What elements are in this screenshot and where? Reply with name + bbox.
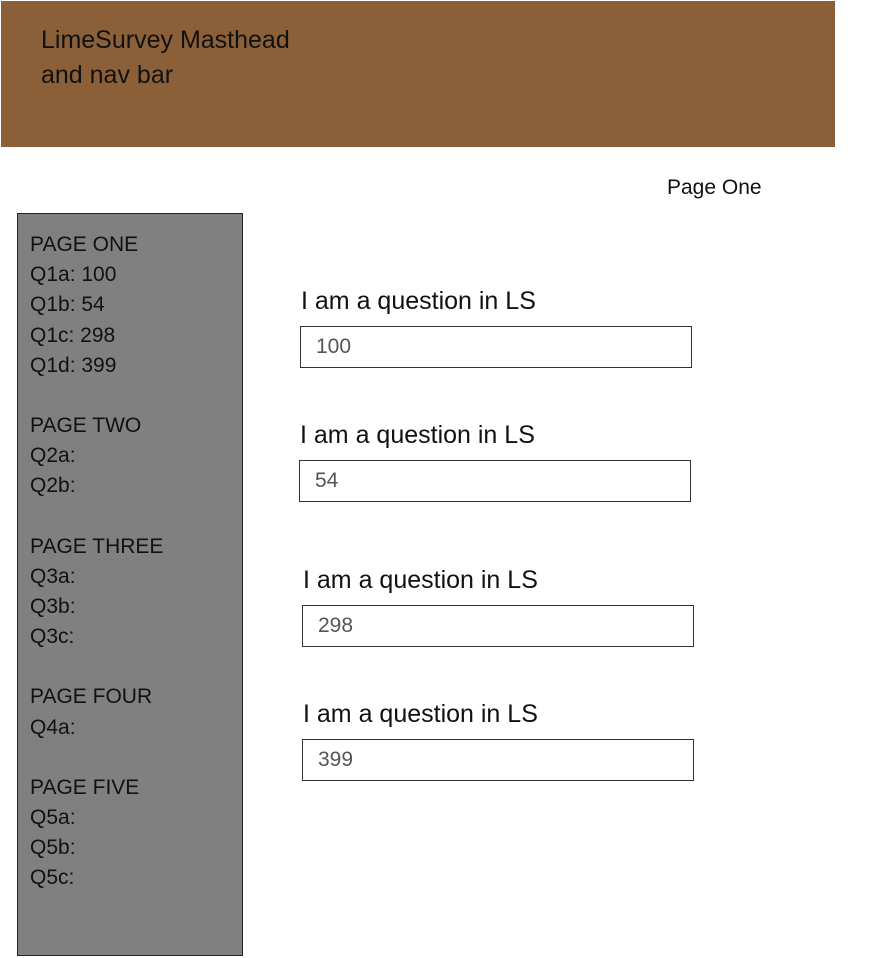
- answer-input-q1c[interactable]: [302, 605, 694, 647]
- page-title: Page One: [667, 176, 762, 199]
- sidebar-section-page-four: [30, 682, 242, 742]
- answer-input-q1b[interactable]: [299, 460, 691, 502]
- sidebar-item-q5c[interactable]: Q5c:: [30, 866, 75, 890]
- question-label: I am a question in LS: [301, 287, 536, 315]
- answer-input-q1d[interactable]: [302, 739, 694, 781]
- sidebar-section-page-five: [30, 773, 242, 894]
- question-block: [302, 565, 702, 647]
- sidebar-question-index: [17, 213, 243, 956]
- sidebar-page-heading[interactable]: PAGE FOUR: [30, 685, 153, 709]
- question-block: [300, 286, 700, 368]
- sidebar-item-q4a[interactable]: Q4a:: [30, 715, 76, 739]
- sidebar-section-page-three: [30, 532, 242, 653]
- sidebar-item-q2a[interactable]: Q2a:: [30, 444, 76, 468]
- question-block: [299, 420, 699, 502]
- sidebar-page-heading[interactable]: PAGE ONE: [30, 233, 139, 256]
- question-label: I am a question in LS: [303, 700, 538, 728]
- question-label: I am a question in LS: [303, 566, 538, 594]
- sidebar-item-q5b[interactable]: Q5b:: [30, 836, 76, 860]
- sidebar-page-heading[interactable]: PAGE THREE: [30, 534, 164, 558]
- sidebar-item-q1c[interactable]: Q1c: 298: [30, 323, 116, 347]
- sidebar-section-page-two: [30, 411, 242, 502]
- sidebar-item-q1b[interactable]: Q1b: 54: [30, 293, 105, 317]
- sidebar-item-q3b[interactable]: Q3b:: [30, 595, 76, 619]
- sidebar-item-q5a[interactable]: Q5a:: [30, 806, 76, 830]
- sidebar-item-q3c[interactable]: Q3c:: [30, 625, 75, 649]
- sidebar-section-page-one: [30, 230, 242, 381]
- question-label: I am a question in LS: [300, 421, 535, 449]
- sidebar-page-heading[interactable]: PAGE TWO: [30, 414, 142, 438]
- sidebar-item-q3a[interactable]: Q3a:: [30, 564, 76, 588]
- masthead: [1, 1, 835, 147]
- sidebar-page-heading[interactable]: PAGE FIVE: [30, 775, 140, 799]
- sidebar-item-q1a[interactable]: Q1a: 100: [30, 263, 117, 287]
- masthead-title: LimeSurvey Masthead and nav bar: [41, 26, 290, 89]
- question-block: [302, 699, 702, 781]
- sidebar-item-q1d[interactable]: Q1d: 399: [30, 353, 117, 377]
- answer-input-q1a[interactable]: [300, 326, 692, 368]
- sidebar-item-q2b[interactable]: Q2b:: [30, 474, 76, 498]
